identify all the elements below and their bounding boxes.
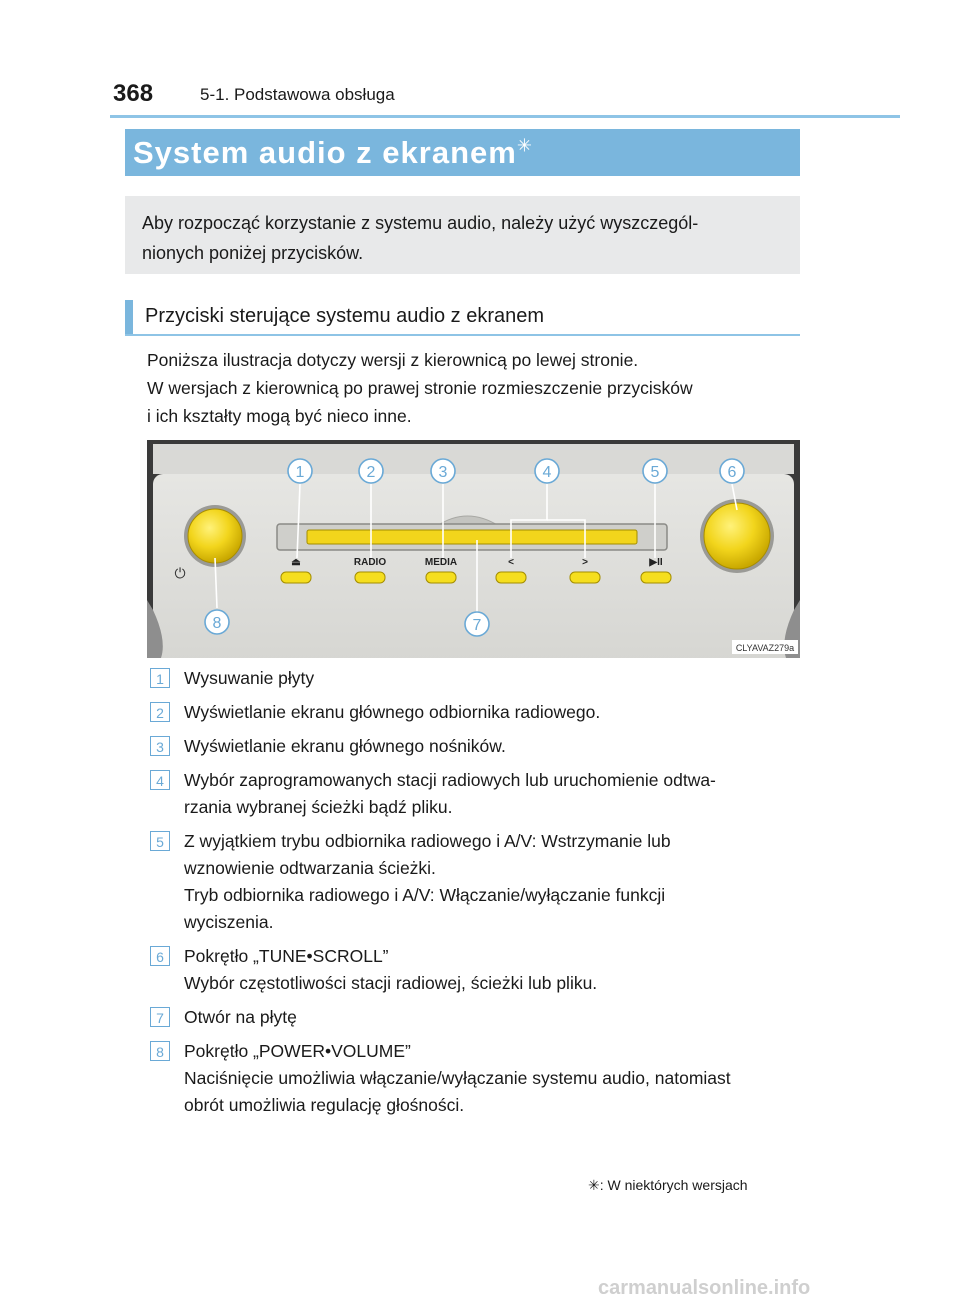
item-text-line: Wysuwanie płyty — [184, 668, 315, 688]
callout-2: 2 — [366, 464, 376, 481]
callout-1: 1 — [295, 464, 305, 481]
description-item — [150, 828, 800, 936]
radio-label: RADIO — [353, 557, 387, 568]
next-button — [570, 572, 600, 583]
subheading-text: Przyciski sterujące systemu audio z ekranem — [145, 305, 545, 327]
tune-scroll-knob — [704, 503, 770, 569]
intro-box — [125, 196, 800, 274]
header-rule — [110, 115, 900, 118]
callout-8: 8 — [212, 615, 222, 632]
asterisk-icon: ✳ — [516, 135, 533, 156]
item-number-badge: 3 — [150, 736, 170, 756]
radio-button — [355, 572, 385, 583]
disc-slot — [307, 530, 637, 544]
page-title — [133, 135, 533, 171]
item-text-line: Pokrętło „TUNE•SCROLL” — [184, 946, 389, 966]
top-strip — [153, 444, 794, 474]
title-bar — [125, 129, 800, 176]
item-text-line: Naciśnięcie umożliwia włączanie/wyłączanie systemu audio, natomiast — [184, 1068, 731, 1088]
item-text-line: Wyświetlanie ekranu głównego odbiornika radiowego. — [184, 702, 601, 722]
intro-line: nionych poniżej przycisków. — [142, 243, 364, 263]
page-title-text: System audio z ekranem — [133, 135, 517, 170]
description-item — [150, 665, 800, 692]
description-item — [150, 943, 800, 997]
intro-line: Aby rozpocząć korzystanie z systemu audio, należy użyć wyszczegól- — [142, 213, 699, 233]
paragraph-line: i ich kształty mogą być nieco inne. — [147, 406, 412, 426]
power-volume-knob — [188, 509, 242, 563]
paragraph-line: W wersjach z kierownicą po prawej stronie rozmieszczenie przycisków — [147, 378, 693, 398]
callout-3: 3 — [438, 464, 448, 481]
item-text-line: Otwór na płytę — [184, 1007, 297, 1027]
item-text-line: Z wyjątkiem trybu odbiornika radiowego i A/V: Wstrzymanie lub — [184, 831, 671, 851]
item-number-badge: 4 — [150, 770, 170, 790]
media-label: MEDIA — [424, 557, 458, 568]
prev-icon: < — [508, 557, 514, 568]
power-icon: ⏻ — [174, 566, 186, 582]
eject-button — [281, 572, 311, 583]
description-paragraph — [147, 346, 800, 430]
subheading-bar — [125, 300, 133, 334]
callout-7: 7 — [472, 617, 482, 634]
callout-5: 5 — [650, 464, 660, 481]
callout-4: 4 — [542, 464, 552, 481]
eject-icon: ⏏ — [291, 557, 301, 568]
item-number-badge: 7 — [150, 1007, 170, 1027]
next-icon: > — [582, 557, 588, 568]
description-item — [150, 699, 800, 726]
item-text-line: Tryb odbiornika radiowego i A/V: Włączanie/wyłączanie funkcji — [184, 885, 666, 905]
item-number-badge: 8 — [150, 1041, 170, 1061]
item-number-badge: 5 — [150, 831, 170, 851]
description-item — [150, 1004, 800, 1031]
item-text-line: Wybór częstotliwości stacji radiowej, ścieżki lub pliku. — [184, 973, 598, 993]
intro-text — [142, 208, 792, 268]
figure-code: CLYAVAZ279a — [735, 643, 795, 653]
watermark: carmanualsonline.info — [598, 1277, 811, 1299]
item-number-badge: 2 — [150, 702, 170, 722]
subheading — [125, 300, 800, 336]
page-number: 368 — [113, 80, 154, 107]
item-number-badge: 6 — [150, 946, 170, 966]
audio-panel-drawing — [147, 440, 800, 658]
description-item — [150, 733, 800, 760]
item-text-line: wyciszenia. — [184, 912, 274, 932]
description-item — [150, 1038, 800, 1119]
section-heading: 5-1. Podstawowa obsługa — [200, 85, 395, 104]
media-button — [426, 572, 456, 583]
item-text-line: Wyświetlanie ekranu głównego nośników. — [184, 736, 506, 756]
play-pause-icon: ▶II — [649, 557, 663, 568]
callout-6: 6 — [727, 464, 737, 481]
button-descriptions — [150, 665, 800, 1126]
item-text-line: obrót umożliwia regulację głośności. — [184, 1095, 465, 1115]
footnote: ✳: W niektórych wersjach — [588, 1177, 748, 1193]
item-text-line: wznowienie odtwarzania ścieżki. — [184, 858, 436, 878]
audio-panel-illustration — [147, 440, 800, 658]
paragraph-line: Poniższa ilustracja dotyczy wersji z kierownicą po lewej stronie. — [147, 350, 639, 370]
prev-button — [496, 572, 526, 583]
item-number-badge: 1 — [150, 668, 170, 688]
play-pause-button — [641, 572, 671, 583]
item-text-line: rzania wybranej ścieżki bądź pliku. — [184, 797, 453, 817]
item-text-line: Wybór zaprogramowanych stacji radiowych lub uruchomienie odtwa- — [184, 770, 716, 790]
description-item — [150, 767, 800, 821]
item-text-line: Pokrętło „POWER•VOLUME” — [184, 1041, 411, 1061]
